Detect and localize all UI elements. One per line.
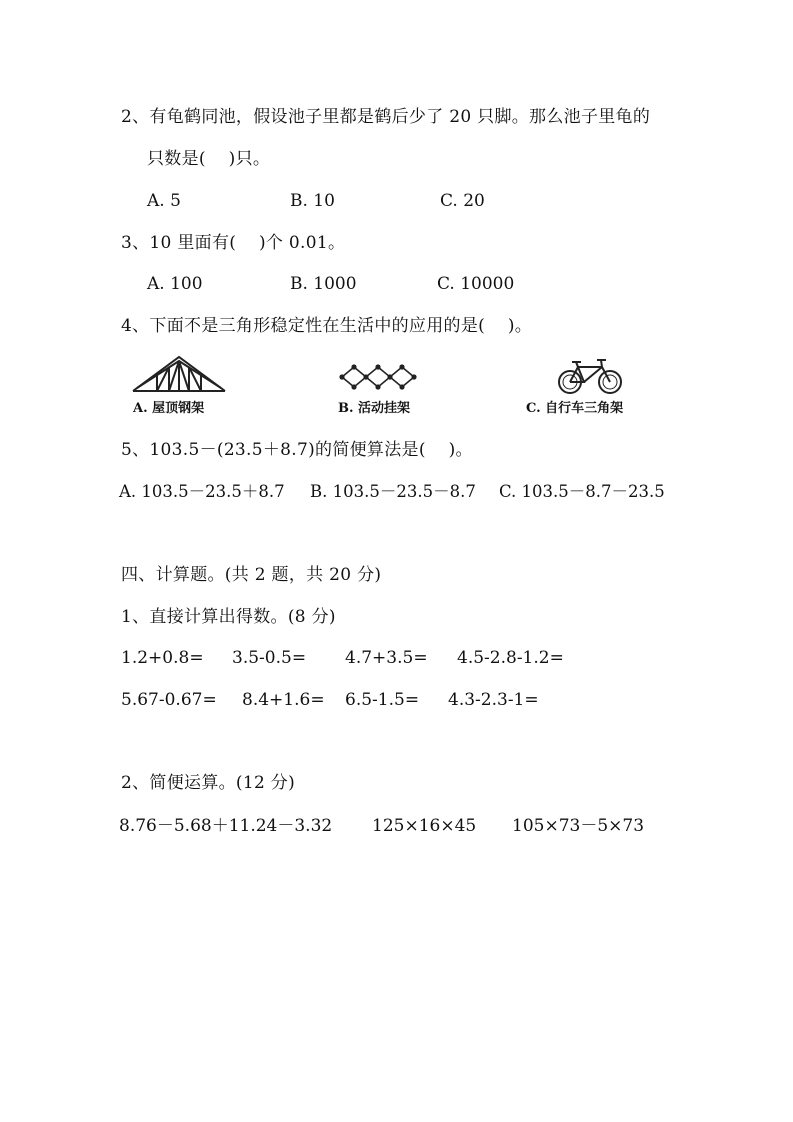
q2-stem-line1: 2、有龟鹤同池，假设池子里都是鹤后少了 20 只脚。那么池子里龟的 [121, 107, 651, 127]
bicycle-icon [557, 356, 623, 396]
q3-option-c: C. 10000 [437, 274, 515, 294]
section-4-title: 四、计算题。(共 2 题，共 20 分) [121, 565, 382, 585]
q2-stem-line2: 只数是( )只。 [147, 149, 271, 169]
calc-part2-title: 2、简便运算。(12 分) [121, 773, 296, 793]
q2-option-a: A. 5 [147, 191, 181, 211]
q3-option-a: A. 100 [147, 274, 203, 294]
simplify-item: 125×16×45 [372, 816, 477, 836]
q5-option-a: A. 103.5－23.5＋8.7 [119, 482, 285, 501]
calc-item: 8.4+1.6= [242, 690, 325, 710]
q5-stem: 5、103.5－(23.5＋8.7)的简便算法是( )。 [121, 440, 473, 460]
q2-option-b: B. 10 [290, 191, 335, 211]
calc-item: 1.2+0.8= [121, 648, 204, 668]
simplify-item: 105×73－5×73 [512, 816, 645, 836]
roof-truss-icon [131, 354, 227, 394]
calc-item: 4.5-2.8-1.2= [457, 648, 564, 668]
simplify-item: 8.76－5.68＋11.24－3.32 [119, 816, 333, 836]
calc-item: 6.5-1.5= [345, 690, 420, 710]
q2-option-c: C. 20 [440, 191, 485, 211]
calc-item: 4.7+3.5= [345, 648, 428, 668]
calc-item: 4.3-2.3-1= [448, 690, 539, 710]
calc-item: 5.67-0.67= [121, 690, 217, 710]
figure-a-caption: A. 屋顶钢架 [133, 401, 205, 416]
calc-part1-title: 1、直接计算出得数。(8 分) [121, 607, 336, 627]
figure-c-caption: C. 自行车三角架 [526, 401, 624, 416]
q4-stem: 4、下面不是三角形稳定性在生活中的应用的是( )。 [121, 316, 533, 336]
q3-option-b: B. 1000 [290, 274, 357, 294]
lattice-rack-icon [338, 364, 418, 390]
q3-stem: 3、10 里面有( )个 0.01。 [121, 233, 346, 253]
calc-item: 3.5-0.5= [232, 648, 307, 668]
q5-option-c: C. 103.5－8.7－23.5 [499, 482, 665, 501]
figure-b-caption: B. 活动挂架 [338, 401, 411, 416]
q5-option-b: B. 103.5－23.5－8.7 [310, 482, 476, 501]
